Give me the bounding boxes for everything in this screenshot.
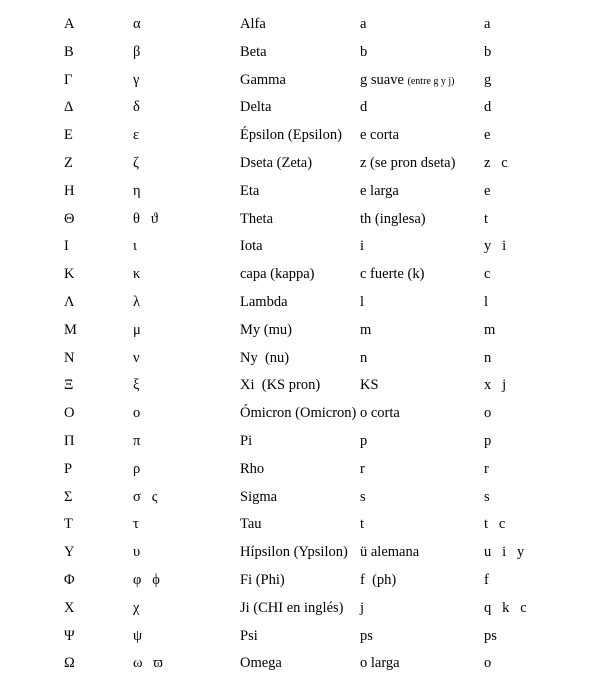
lowercase-letter: ρ: [133, 460, 141, 477]
uppercase-letter: Χ: [64, 599, 75, 616]
table-row: [0, 429, 591, 453]
uppercase-letter: Ν: [64, 349, 75, 366]
table-row: [0, 262, 591, 286]
pronunciation: [360, 68, 454, 94]
lowercase-letter: ο: [133, 405, 141, 422]
pronunciation-text: o corta: [360, 405, 400, 422]
letter-name: Pi: [240, 433, 253, 449]
letter-name: Hípsilon (Ypsilon): [240, 544, 348, 561]
letter-name: Delta: [240, 99, 272, 116]
pronunciation-note: (entre g y j): [407, 75, 455, 87]
table-row: [0, 512, 591, 536]
uppercase-letter: Ρ: [64, 460, 73, 477]
pronunciation-text: l: [360, 294, 365, 310]
pronunciation-text: a: [360, 16, 367, 32]
transliteration: p: [484, 433, 492, 449]
pronunciation-text: c fuerte (k): [360, 266, 425, 283]
table-row: [0, 68, 591, 92]
transliteration: a: [484, 16, 491, 32]
uppercase-letter: Ι: [64, 238, 69, 255]
uppercase-letter: Δ: [64, 99, 74, 116]
pronunciation-text: r: [360, 460, 365, 477]
table-row: [0, 40, 591, 64]
transliteration: n: [484, 349, 492, 366]
lowercase-letter: κ: [133, 266, 141, 283]
transliteration: g: [484, 71, 492, 88]
lowercase-letter: β: [133, 43, 141, 60]
uppercase-letter: Θ: [64, 210, 75, 227]
pronunciation: [360, 290, 368, 316]
uppercase-letter: Π: [64, 433, 75, 449]
pronunciation-text: b: [360, 43, 368, 60]
pronunciation: [360, 373, 382, 399]
pronunciation-text: th (inglesa): [360, 210, 426, 227]
pronunciation: [360, 262, 428, 288]
uppercase-letter: Β: [64, 43, 74, 60]
pronunciation: [360, 457, 368, 483]
transliteration: m: [484, 321, 496, 338]
lowercase-letter: ν: [133, 349, 140, 366]
lowercase-letter: υ: [133, 544, 141, 561]
uppercase-letter: Ξ: [64, 377, 74, 394]
letter-name: Ómicron (Omicron): [240, 405, 357, 422]
letter-name: Eta: [240, 182, 260, 199]
transliteration: u i y: [484, 544, 525, 561]
transliteration: s: [484, 488, 490, 505]
lowercase-letter: ζ: [133, 155, 140, 171]
uppercase-letter: Λ: [64, 294, 75, 310]
transliteration: x j: [484, 377, 507, 394]
letter-name: Psi: [240, 627, 258, 644]
letter-name: Beta: [240, 43, 267, 60]
table-row: [0, 207, 591, 231]
pronunciation: [360, 429, 371, 455]
lowercase-letter: λ: [133, 294, 141, 310]
letter-name: Gamma: [240, 71, 286, 88]
pronunciation: [360, 234, 368, 260]
transliteration: f: [484, 572, 489, 588]
transliteration: r: [484, 460, 489, 477]
table-row: [0, 568, 591, 592]
pronunciation: [360, 40, 371, 66]
pronunciation-text: d: [360, 99, 368, 116]
lowercase-letter: α: [133, 16, 141, 32]
table-row: [0, 95, 591, 119]
uppercase-letter: Γ: [64, 71, 73, 88]
pronunciation: [360, 318, 375, 344]
transliteration: z c: [484, 155, 508, 171]
lowercase-letter: φ ϕ: [133, 572, 160, 588]
letter-name: Fi (Phi): [240, 572, 285, 588]
letter-name: Tau: [240, 516, 262, 533]
lowercase-letter: μ: [133, 321, 141, 338]
table-row: [0, 151, 591, 175]
transliteration: d: [484, 99, 492, 116]
table-row: [0, 596, 591, 620]
transliteration: o: [484, 655, 492, 672]
letter-name: Ji (CHI en inglés): [240, 599, 344, 616]
pronunciation-text: e corta: [360, 127, 400, 144]
pronunciation: [360, 401, 403, 427]
pronunciation-text: p: [360, 433, 368, 449]
uppercase-letter: Φ: [64, 572, 75, 588]
transliteration: y i: [484, 238, 507, 255]
pronunciation-text: ps: [360, 627, 373, 644]
pronunciation-text: ü alemana: [360, 544, 420, 561]
pronunciation-text: m: [360, 321, 372, 338]
pronunciation-text: z (se pron dseta): [360, 155, 456, 171]
letter-name: Sigma: [240, 488, 278, 505]
table-row: [0, 346, 591, 370]
transliteration: l: [484, 294, 489, 310]
table-row: [0, 234, 591, 258]
uppercase-letter: Ψ: [64, 627, 75, 644]
transliteration: q k c: [484, 599, 527, 616]
table-row: [0, 651, 591, 675]
uppercase-letter: Α: [64, 16, 75, 32]
lowercase-letter: ι: [133, 238, 137, 255]
transliteration: ps: [484, 627, 497, 644]
pronunciation: [360, 568, 400, 594]
transliteration: c: [484, 266, 491, 283]
lowercase-letter: θ ϑ: [133, 210, 158, 227]
uppercase-letter: Υ: [64, 544, 75, 561]
letter-name: Xi (KS pron): [240, 377, 321, 394]
lowercase-letter: π: [133, 433, 141, 449]
letter-name: Iota: [240, 238, 263, 255]
table-row: [0, 457, 591, 481]
pronunciation: [360, 485, 369, 511]
uppercase-letter: Σ: [64, 488, 73, 505]
lowercase-letter: χ: [133, 599, 140, 616]
lowercase-letter: τ: [133, 516, 139, 533]
pronunciation: [360, 346, 371, 372]
letter-name: Rho: [240, 460, 265, 477]
lowercase-letter: ψ: [133, 627, 143, 644]
table-row: [0, 540, 591, 564]
pronunciation-text: f (ph): [360, 572, 397, 588]
lowercase-letter: η: [133, 182, 141, 199]
pronunciation-text: g suave: [360, 71, 404, 88]
lowercase-letter: ξ: [133, 377, 140, 394]
uppercase-letter: Η: [64, 182, 75, 199]
pronunciation: [360, 512, 368, 538]
pronunciation-text: o larga: [360, 655, 400, 672]
pronunciation: [360, 179, 402, 205]
pronunciation: [360, 207, 429, 233]
pronunciation: [360, 624, 377, 650]
table-row: [0, 485, 591, 509]
letter-name: Omega: [240, 655, 282, 672]
letter-name: Alfa: [240, 16, 266, 32]
lowercase-letter: σ ς: [133, 488, 158, 505]
letter-name: Theta: [240, 210, 274, 227]
pronunciation: [360, 651, 403, 677]
pronunciation: [360, 95, 371, 121]
uppercase-letter: Τ: [64, 516, 73, 533]
transliteration: o: [484, 405, 492, 422]
table-row: [0, 318, 591, 342]
transliteration: e: [484, 127, 491, 144]
table-row: [0, 123, 591, 147]
lowercase-letter: γ: [133, 71, 140, 88]
lowercase-letter: δ: [133, 99, 140, 116]
pronunciation-text: s: [360, 488, 366, 505]
table-row: [0, 179, 591, 203]
transliteration: b: [484, 43, 492, 60]
letter-name: Lambda: [240, 294, 288, 310]
table-row: [0, 624, 591, 648]
uppercase-letter: Κ: [64, 266, 75, 283]
table-row: [0, 401, 591, 425]
table-row: [0, 373, 591, 397]
uppercase-letter: Ζ: [64, 155, 73, 171]
letter-name: My (mu): [240, 321, 292, 338]
uppercase-letter: Ω: [64, 655, 75, 672]
pronunciation-text: i: [360, 238, 365, 255]
pronunciation: [360, 540, 423, 566]
pronunciation: [360, 151, 459, 177]
pronunciation-text: KS: [360, 377, 379, 394]
letter-name: Épsilon (Epsilon): [240, 127, 342, 144]
letter-name: Ny (nu): [240, 349, 290, 366]
table-row: [0, 12, 591, 36]
transliteration: t c: [484, 516, 506, 533]
pronunciation: [360, 123, 403, 149]
pronunciation-text: j: [360, 599, 365, 616]
pronunciation-text: e larga: [360, 182, 399, 199]
uppercase-letter: Ο: [64, 405, 75, 422]
pronunciation-text: n: [360, 349, 368, 366]
uppercase-letter: Μ: [64, 321, 77, 338]
uppercase-letter: Ε: [64, 127, 73, 144]
pronunciation-text: t: [360, 516, 365, 533]
pronunciation: [360, 596, 368, 622]
letter-name: capa (kappa): [240, 266, 315, 283]
pronunciation: [360, 12, 370, 38]
transliteration: t: [484, 210, 489, 227]
lowercase-letter: ε: [133, 127, 140, 144]
table-row: [0, 290, 591, 314]
lowercase-letter: ω ϖ: [133, 655, 163, 672]
transliteration: e: [484, 182, 491, 199]
letter-name: Dseta (Zeta): [240, 155, 313, 171]
